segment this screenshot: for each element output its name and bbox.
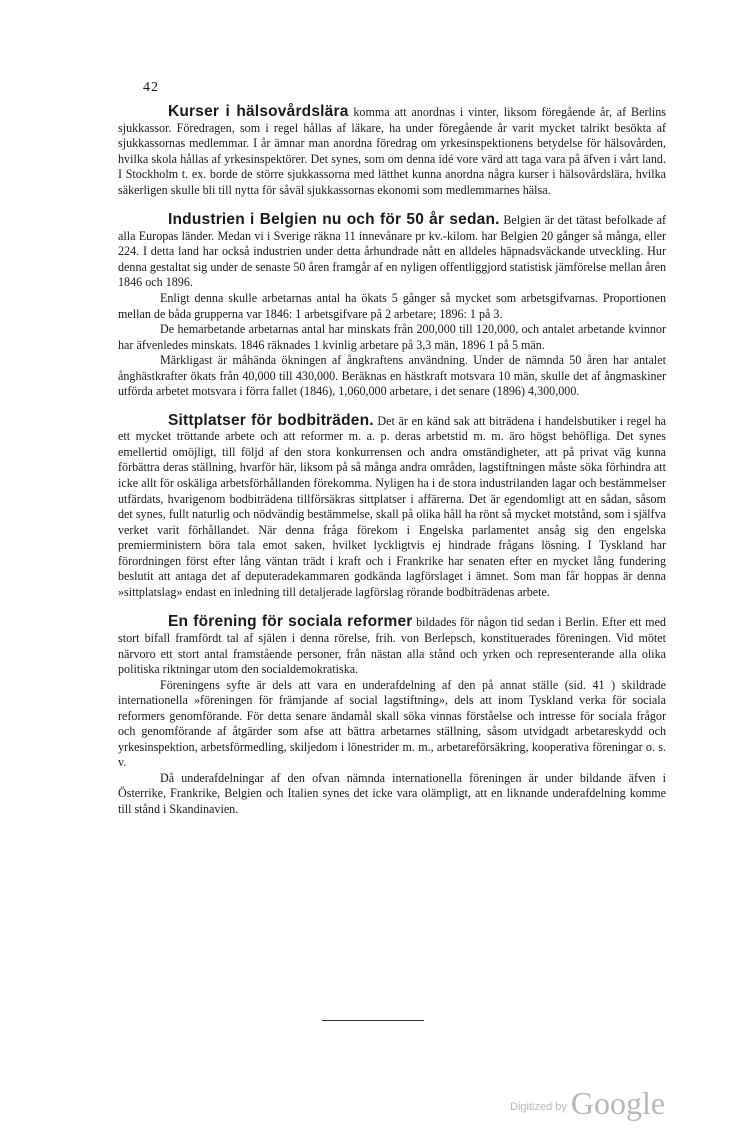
section-industrien [118, 212, 666, 400]
paragraph-text: komma att anordnas i vinter, liksom föregående år, af Berlins sjukkassor. Föredragen, som i regel hållas af läkare, ha under föregående år varit mycket talrikt besökta af sjukkassornas medlemmar. I år ämnar man anordna föredrag om yrkesinspektionens betydelse för hälsovården, hvilka skola hållas af yrkesinspektörer. Det synes, som om denna idé vore värd att taga vara på äfven i vårt land. I Stockholm t. ex. borde de större sjukkassorna med lätthet kunna anordna några kurser i hälsovårdslära, hvilka säkerligen skulle bli till nytta för såväl sjukkassornas ekonomi som medlemmarnes hälsa. [118, 105, 666, 197]
article-body [118, 104, 666, 818]
end-divider [322, 1020, 424, 1021]
paragraph [118, 614, 666, 677]
paragraph-text: bildades för någon tid sedan i Berlin. Efter ett med stort bifall framfördt tal af själen i denna rörelse, frih. von Berlepsch, konstituerades föreningen. Vid mötet närvoro ett stort antal framstående personer, från nästan alla stånd och yrken och representerande alla olika politiska riktningar utom den socialdemokratiska. [118, 615, 666, 677]
paragraph [118, 104, 666, 198]
watermark-prefix: Digitized by [510, 1101, 567, 1113]
paragraph [118, 212, 666, 291]
section-heading: Kurser i hälsovårdslära [168, 103, 349, 120]
section-kurser [118, 104, 666, 198]
paragraph [118, 413, 666, 601]
section-heading: En förening för sociala reformer [168, 613, 413, 631]
section-sittplatser [118, 413, 666, 601]
paragraph-text: Det är en känd sak att biträdena i handelsbutiker i regel ha ett mycket tröttande arbete och att reformer m. a. p. deras arbetstid m. m. äro högst behöfliga. Det synes emellertid omöjligt, till följd af den stora konkurrensen och andra omständigheter, att på privat väg kunna förbättra deras ställning, hvarför här, liksom på så många andra områden, lagstiftningen måste söka förhindra att icke allt för oskäliga arbetsförhållanden förekomma. Nyligen ha i de stora industrilanden lagar och bestämmelser utfärdats, hvarigenom bodbiträdena tillförsäkras sittplatser i affärerna. Det är egendomligt att en sådan, såsom det synes, fullt naturlig och nödvändig bestämmelse, skall på olika håll ha rönt så mycket motstånd, som i själfva verket varit förhållandet. När denna fråga förekom i Engelska parlamentet ansåg sig den engelska premierministern böra tala emot saken, hvilket lyckligtvis ej hindrade frågans lösning. I Tyskland har förordningen först efter lång väntan trädt i kraft och i Frankrike har senaten efter en mycket lång fundering beslutit att antaga det af deputeradekammaren godkända lagförslaget i ämnet. Som man får hoppas är denna »sittplatslag» endast en inledning till detaljerade lagförslag rörande bodbiträdenas arbete. [118, 413, 667, 599]
paragraph: Enligt denna skulle arbetarnas antal ha ökats 5 gånger så mycket som arbetsgifvarnas. Proportionen mellan de båda grupperna var 1846: 1 arbetsgifvare på 2 arbetare; 1896: 1 på 3. [118, 291, 666, 321]
section-forening [118, 614, 666, 817]
digitized-watermark [510, 1085, 665, 1122]
paragraph: Märkligast är måhända ökningen af ångkraftens användning. Under de nämnda 50 åren har antalet ånghästkrafter ökats från 40,000 till 430,000. Beräknas en hästkraft motsvara 10 män, skulle det af ångmaskiner utförda arbetet motsvara i förra fallet (1846), 1,060,000 arbetare, i det senare (1896) 4,300,000. [118, 353, 666, 399]
paragraph-text: Belgien är det tätast befolkade af alla Europas länder. Medan vi i Sverige räkna 11 innevånare pr kv.-kilom. har Belgien 20 gånger så många, eller 224. I detta land har också industrien under detta århundrade nått en alldeles häpnadsväckande utveckling. Hur denna gestaltat sig under de senaste 50 åren framgår af en nyligen offentliggjord statistisk jämförelse mellan åren 1846 och 1896. [118, 213, 666, 290]
section-heading: Industrien i Belgien nu och för 50 år sedan. [168, 211, 500, 229]
section-heading: Sittplatser för bodbiträden. [168, 411, 374, 429]
paragraph: De hemarbetande arbetarnas antal har minskats från 200,000 till 120,000, och antalet arbetande kvinnor har äfvenledes minskats. 1846 räknades 1 kvinlig arbetare på 3,3 män, 1896 1 på 5 män. [118, 322, 666, 352]
paragraph: Föreningens syfte är dels att vara en underafdelning af den på annat ställe (sid. 41 ) skildrade internationella »föreningen för främjande af social lagstiftning», dels att inom Tyskland verka för sociala reformers genomförande. För detta senare ändamål skall söka vinnas förståelse och intresse för sociala frågor och genomförande af åtgärder som afse att bättra arbetarnes ställning, såsom utvidgadt arbetareskydd och yrkesinspektion, arbetsförmedling, skiljedom i lönestrider m. m., arbetareförsäkring, kooperativa föreningar o. s. v. [118, 677, 666, 770]
paragraph: Då underafdelningar af den ofvan nämnda internationella föreningen är under bildande äfven i Österrike, Frankrike, Belgien och Italien synes det icke vara olämpligt, att en liknande underafdelning komme till stånd i Skandinavien. [118, 770, 666, 816]
watermark-brand: Google [570, 1085, 666, 1121]
page-number: 42 [143, 80, 159, 95]
